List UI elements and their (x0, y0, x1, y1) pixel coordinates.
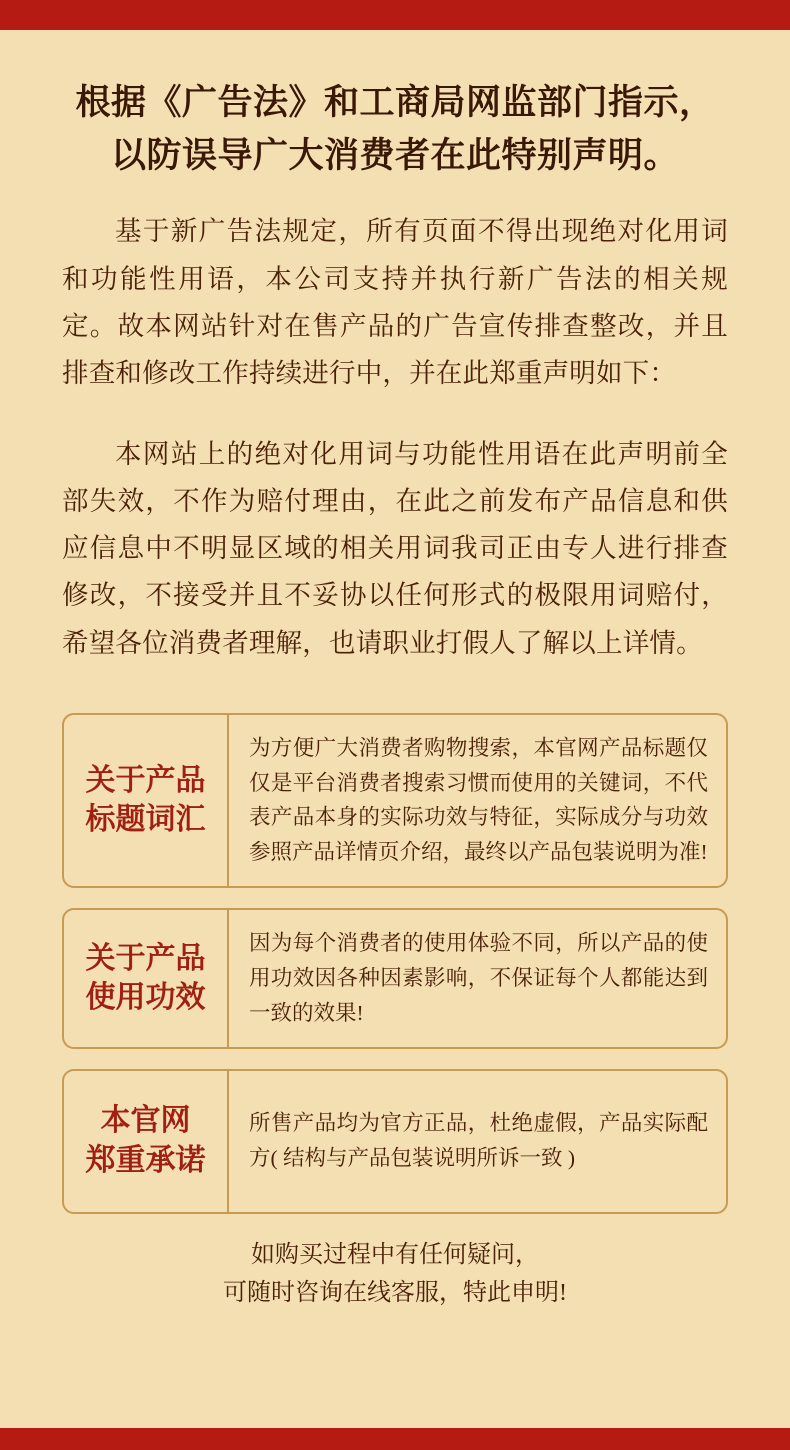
bottom-red-band (0, 1428, 790, 1450)
card-body-text: 为方便广大消费者购物搜索，本官网产品标题仅仅是平台消费者搜索习惯而使用的关键词，不代表产品本身的实际功效与特征，实际成分与功效参照产品详情页介绍，最终以产品包装说明为准! (249, 735, 708, 865)
footer-line-1: 如购买过程中有任何疑问， (251, 1241, 539, 1268)
page-title-line-2: 以防误导广大消费者在此特别声明。 (110, 136, 679, 176)
card-body-text: 因为每个消费者的使用体验不同，所以产品的使用功效因各种因素影响，不保证每个人都能达到一致的效果! (249, 931, 708, 1025)
card-product-title-wording (62, 713, 728, 888)
card-label-line-2: 郑重承诺 (85, 1144, 206, 1178)
statement-panel (0, 30, 790, 1428)
card-official-promise (62, 1069, 728, 1214)
page-title (62, 30, 728, 182)
footer-line-2: 可随时咨询在线客服，特此申明! (223, 1279, 567, 1306)
statement-paragraph-1: 基于新广告法规定，所有页面不得出现绝对化用词和功能性用语，本公司支持并执行新广告法的相关规定。故本网站针对在售产品的广告宣传排查整改，并且排查和修改工作持续进行中，并在此郑重声明如下： (62, 216, 728, 388)
statement-cards (62, 713, 728, 1214)
card-label-line-1: 本官网 (100, 1104, 191, 1138)
statement-paragraph-2: 本网站上的绝对化用词与功能性用语在此声明前全部失效，不作为赔付理由，在此之前发布产品信息和供应信息中不明显区域的相关用词我司正由专人进行排查修改，不接受并且不妥协以任何形式的极限用词赔付，希望各位消费者理解，也请职业打假人了解以上详情。 (62, 439, 728, 658)
card-product-efficacy (62, 908, 728, 1048)
card-label (64, 715, 229, 886)
card-label-line-2: 标题词汇 (85, 803, 206, 837)
card-label-line-1: 关于产品 (85, 763, 206, 797)
card-label-line-2: 使用功效 (85, 981, 206, 1015)
card-label-line-1: 关于产品 (85, 941, 206, 975)
footer-note (62, 1236, 728, 1313)
page-title-line-1: 根据《广告法》和工商局网监部门指示， (75, 83, 715, 122)
card-body-text: 所售产品均为官方正品，杜绝虚假，产品实际配方( 结构与产品包装说明所诉一致 ) (249, 1111, 708, 1171)
card-label (64, 910, 229, 1046)
card-label (64, 1071, 229, 1212)
top-red-band (0, 0, 790, 30)
